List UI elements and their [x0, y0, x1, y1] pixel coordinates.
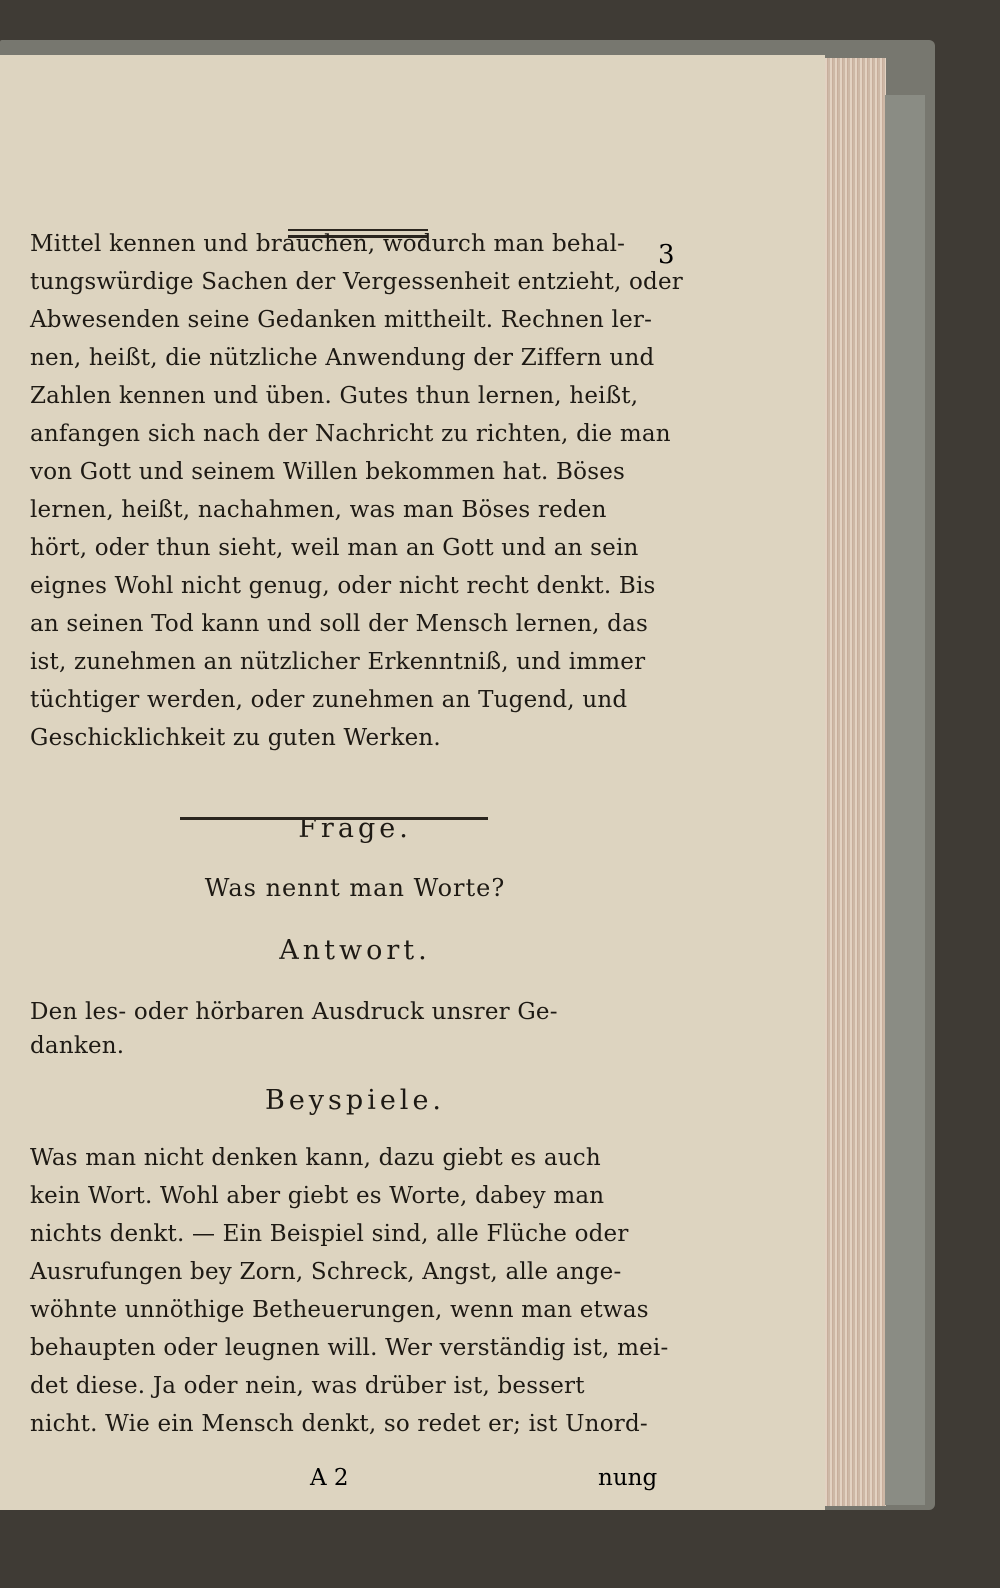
- text-line: ist, zunehmen an nützlicher Erkenntniß, und immer: [30, 649, 646, 675]
- text-line: wöhnte unnöthige Betheuerungen, wenn man etwas: [30, 1297, 649, 1323]
- page-number: 3: [658, 240, 675, 270]
- answer-line: danken.: [30, 1033, 125, 1059]
- text-line: det diese. Ja oder nein, was drüber ist, bessert: [30, 1373, 585, 1399]
- text-line: tungswürdige Sachen der Vergessenheit entzieht, oder: [30, 269, 683, 295]
- text-line: Was man nicht denken kann, dazu giebt es auch: [30, 1145, 601, 1171]
- frage-heading: Frage.: [298, 813, 412, 844]
- answer-line: Den les- oder hörbaren Ausdruck unsrer Ge-: [30, 999, 558, 1025]
- text-line: Abwesenden seine Gedanken mittheilt. Rechnen ler-: [30, 307, 653, 333]
- cover-edge: [885, 95, 925, 1505]
- text-line: Zahlen kennen und üben. Gutes thun lernen, heißt,: [30, 383, 639, 409]
- antwort-heading: Antwort.: [279, 935, 431, 966]
- text-line: kein Wort. Wohl aber giebt es Worte, dabey man: [30, 1183, 605, 1209]
- book-page: [0, 55, 825, 1510]
- question-line: Was nennt man Worte?: [204, 874, 506, 902]
- text-line: lernen, heißt, nachahmen, was man Böses reden: [30, 497, 607, 523]
- page-edges: [818, 58, 886, 1506]
- text-line: Ausrufungen bey Zorn, Schreck, Angst, alle ange-: [30, 1259, 622, 1285]
- text-line: eignes Wohl nicht genug, oder nicht recht denkt. Bis: [30, 573, 656, 599]
- text-line: hört, oder thun sieht, weil man an Gott und an sein: [30, 535, 639, 561]
- beyspiele-heading: Beyspiele.: [264, 1085, 446, 1116]
- text-line: nicht. Wie ein Mensch denkt, so redet er; ist Unord-: [30, 1411, 648, 1437]
- text-line: von Gott und seinem Willen bekommen hat. Böses: [30, 459, 626, 485]
- catchword: nung: [598, 1465, 658, 1491]
- signature-mark: A 2: [310, 1465, 349, 1491]
- text-line: nichts denkt. — Ein Beispiel sind, alle Flüche oder: [30, 1221, 629, 1247]
- text-line: anfangen sich nach der Nachricht zu richten, die man: [30, 421, 671, 447]
- text-line: an seinen Tod kann und soll der Mensch lernen, das: [30, 611, 648, 637]
- text-line: behaupten oder leugnen will. Wer verständig ist, mei-: [30, 1335, 669, 1361]
- text-line: nen, heißt, die nützliche Anwendung der Ziffern und: [30, 345, 655, 371]
- text-line: Mittel kennen und brauchen, wodurch man behal-: [30, 231, 626, 257]
- text-line: tüchtiger werden, oder zunehmen an Tugend, und: [30, 687, 628, 713]
- section-rule: [180, 817, 488, 820]
- text-line: Geschicklichkeit zu guten Werken.: [30, 725, 441, 751]
